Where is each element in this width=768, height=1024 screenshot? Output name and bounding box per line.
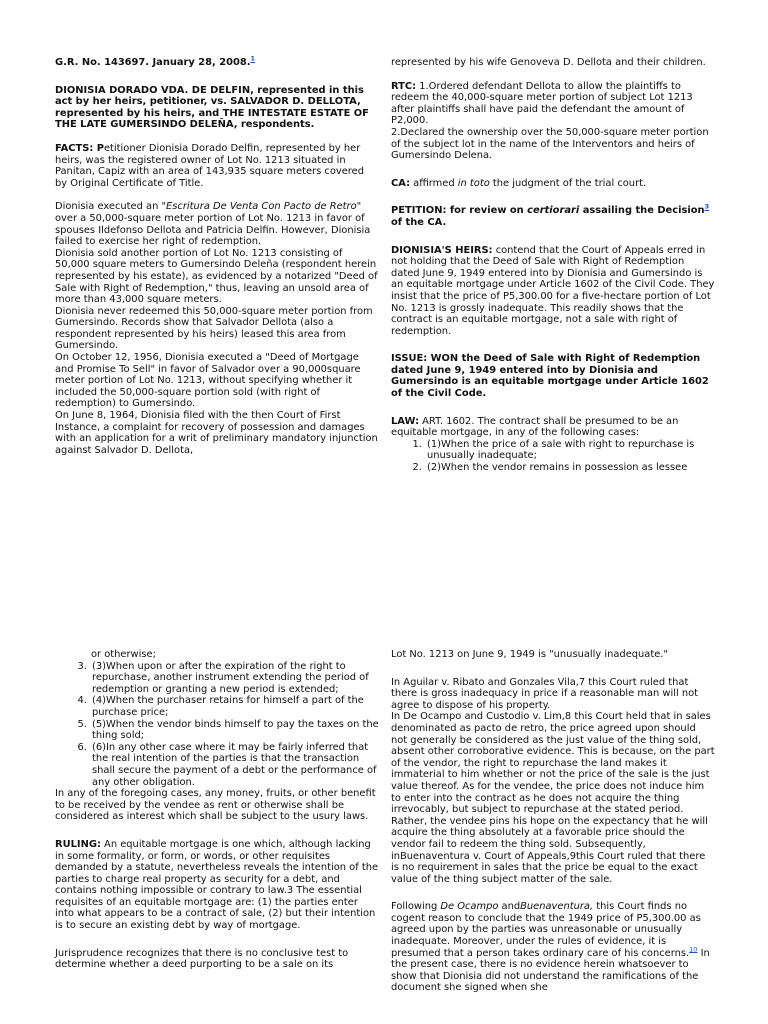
sold-paragraph: Dionisia sold another portion of Lot No. 1213 consisting of 50,000 square meters to Gumersindo Deleña (respondent herein represented by his estate), as evidenced by a notarized "Deed of Sale with Right of Redemption," thus, leaving an unsold area of more than 43,000 square meters. [55, 247, 378, 306]
law-list-part2 [55, 661, 379, 789]
rtc-paragraph: RTC: 1.Ordered defendant Dellota to allow the plaintiffs to redeem the 40,000-square meter portion of subject Lot 1213 after plaintiffs shall have paid the defendant the amount of P2,000. [391, 80, 693, 127]
heirs-label: DIONISIA'S HEIRS: [391, 244, 493, 256]
ca-paragraph: CA: affirmed in toto the judgment of the trial court. [391, 177, 647, 189]
page2-left-column [55, 649, 379, 971]
june-paragraph: On June 8, 1964, Dionisia filed with the then Court of First Instance, a complaint for recovery of possession and damages with an application for a writ of preliminary mandatory injunction against Salvador D. Dellota, [55, 410, 378, 456]
jurisprudence-paragraph: Jurisprudence recognizes that there is no conclusive test to determine whether a deed purporting to be a sale on its [55, 947, 349, 971]
following-paragraph: Following De Ocampo andBuenaventura, this Court finds no cogent reason to conclude that the 1949 price of P5,300.00 as agreed upon by the parties was unreasonable or unusually inadequate. Moreover, under the rules of evidence, it is presumed that a person takes ordinary care of his concerns.$^{10}$ In the present case, there is no evidence herein whatsoever to show that Dionisia did not understand the ramifications of the document she signed when she [391, 901, 710, 994]
petition-paragraph: PETITION: for review on certiorari assailing the Decision$^3$ of the CA. [391, 203, 710, 228]
footnote-3-link[interactable]: 3 [704, 203, 710, 212]
never-redeemed-paragraph: Dionisia never redeemed this 50,000-square meter portion from Gumersindo. Records show that Salvador Dellota (also a respondent represented by his heirs) leased this area from Gumersindo. [55, 305, 373, 352]
law-paragraph: LAW: ART. 1602. The contract shall be presumed to be an equitable mortgage, in any of the following cases: [391, 415, 679, 439]
ca-label: CA: [391, 177, 411, 189]
rtc-second-paragraph: 2.Declared the ownership over the 50,000-square meter portion of the subject lot in the name of the Interventors and heirs of Gumersindo Delena. [391, 126, 709, 162]
de-ocampo-paragraph: In De Ocampo and Custodio v. Lim,8 this Court held that in sales denominated as pacto de retro, the price agreed upon should not generally be considered as the just value of the thing sold, absent other corroborative evidence. This is because, on the part of the vendor, the right to repurchase the land makes it immaterial to him whether or not the price of the sale is the just value thereof. As for the vendee, the price does not induce him to enter into the contract as he does not acquire the thing irrevocably, but subject to repurchase at the stated period. Rather, the vendee pins his hope on the expectancy that he will acquire the thing absolutely at a favorable price should the vendor fail to redeem the thing sold. Subsequently, inBuenaventura v. Court of Appeals,9this Court ruled that there is no requirement in sales that the price be equal to the exact value of the thing subject matter of the sale. [391, 711, 715, 885]
heirs-paragraph: DIONISIA'S HEIRS: contend that the Court of Appeals erred in not holding that the Deed of Sale with Right of Redemption dated June 9, 1949 entered into by Dionisia and Gumersindo is an equitable mortgage under Article 1602 of the Civil Code. They insist that the price of P5,300.00 for a five-hectare portion of Lot No. 1213 is grossly inadequate. This readily shows that the contract is an equitable mortgage, not a sale with right of redemption. [391, 244, 715, 337]
list-continued-text: or otherwise; [91, 649, 156, 660]
ruling-label: RULING: [55, 838, 101, 850]
facts-label: FACTS: P [55, 142, 104, 154]
issue-paragraph: ISSUE: WON the Deed of Sale with Right of Redemption dated June 9, 1949 entered into by Dionisia and Gumersindo is an equitable mortgage under Article 1602 of the Civil Code. [391, 353, 709, 400]
page1-right-column [391, 57, 715, 474]
law-list-part1 [391, 439, 715, 474]
aguilar-paragraph: In Aguilar v. Ribato and Gonzales Vila,7 this Court ruled that there is gross inadequacy in price if a reasonable man will not agree to dispose of his property. [391, 676, 699, 711]
law-item: 2. (2)When the vendor remains in possession as lessee [425, 462, 715, 474]
law-item: 6. (6)In any other case where it may be fairly inferred that the real intention of the parties is that the transaction shall secure the payment of a debt or the performance of any other obligation. [90, 742, 379, 788]
law-item: 5. (5)When the vendor binds himself to pay the taxes on the thing sold; [90, 719, 379, 742]
law-item: 4. (4)When the purchaser retains for himself a part of the purchase price; [90, 695, 379, 718]
page1-left-column [55, 54, 379, 456]
law-item: 1. (1)When the price of a sale with right to repurchase is unusually inadequate; [425, 439, 715, 462]
case-citation: G.R. No. 143697. January 28, 2008.$^1$ [55, 54, 255, 68]
continued-paragraph: Lot No. 1213 on June 9, 1949 is "unusually inadequate." [391, 649, 668, 660]
law-item: 3. (3)When upon or after the expiration of the right to repurchase, another instrument extending the period of redemption or granting a new period is extended; [90, 661, 379, 696]
foregoing-paragraph: In any of the foregoing cases, any money, fruits, or other benefit to be received by the vendee as rent or otherwise shall be considered as interest which shall be subject to the usury laws. [55, 788, 376, 823]
escritura-paragraph: Dionisia executed an "Escritura De Venta Con Pacto de Retro" over a 50,000-square meter portion of Lot No. 1213 in favor of spouses Ildefonso Dellota and Patricia Delfin. However, Dionisia failed to exercise her right of redemption. [55, 201, 371, 248]
footnote-1-link[interactable]: 1 [250, 54, 255, 63]
case-parties: DIONISIA DORADO VDA. DE DELFIN, represented in this act by her heirs, petitioner, vs. SALVADOR D. DELLOTA, represented by his heirs, and THE INTESTATE ESTATE OF THE LATE GUMERSINDO DELEÑA, respondents. [55, 84, 369, 131]
facts-paragraph: FACTS: Petitioner Dionisia Dorado Delfin, represented by her heirs, was the registered owner of Lot No. 1213 situated in Panitan, Capiz with an area of 143,935 square meters covered by Original Certificate of Title. [55, 142, 364, 189]
page2-right-column [391, 649, 715, 994]
rtc-label: RTC: [391, 80, 417, 92]
continued-paragraph: represented by his wife Genoveva D. Dellota and their children. [391, 57, 706, 68]
law-label: LAW: [391, 415, 420, 427]
october-paragraph: On October 12, 1956, Dionisia executed a "Deed of Mortgage and Promise To Sell" in favor of Salvador over a 90,000square meter portion of Lot No. 1213, without specifying whether it included the 50,000-square portion sold (with right of redemption) to Gumersindo. [55, 352, 361, 410]
footnote-10-link[interactable]: 10 [689, 945, 698, 954]
ruling-paragraph: RULING: An equitable mortgage is one which, although lacking in some formality, or form, or words, or other requisites demanded by a statute, nevertheless reveals the intention of the parties to charge real property as security for a debt, and contains nothing impossible or contrary to law.3 The essential requisites of an equitable mortgage are: (1) the parties enter into what appears to be a contract of sale, (2) but their intention is to secure an existing debt by way of mortgage. [55, 838, 379, 932]
